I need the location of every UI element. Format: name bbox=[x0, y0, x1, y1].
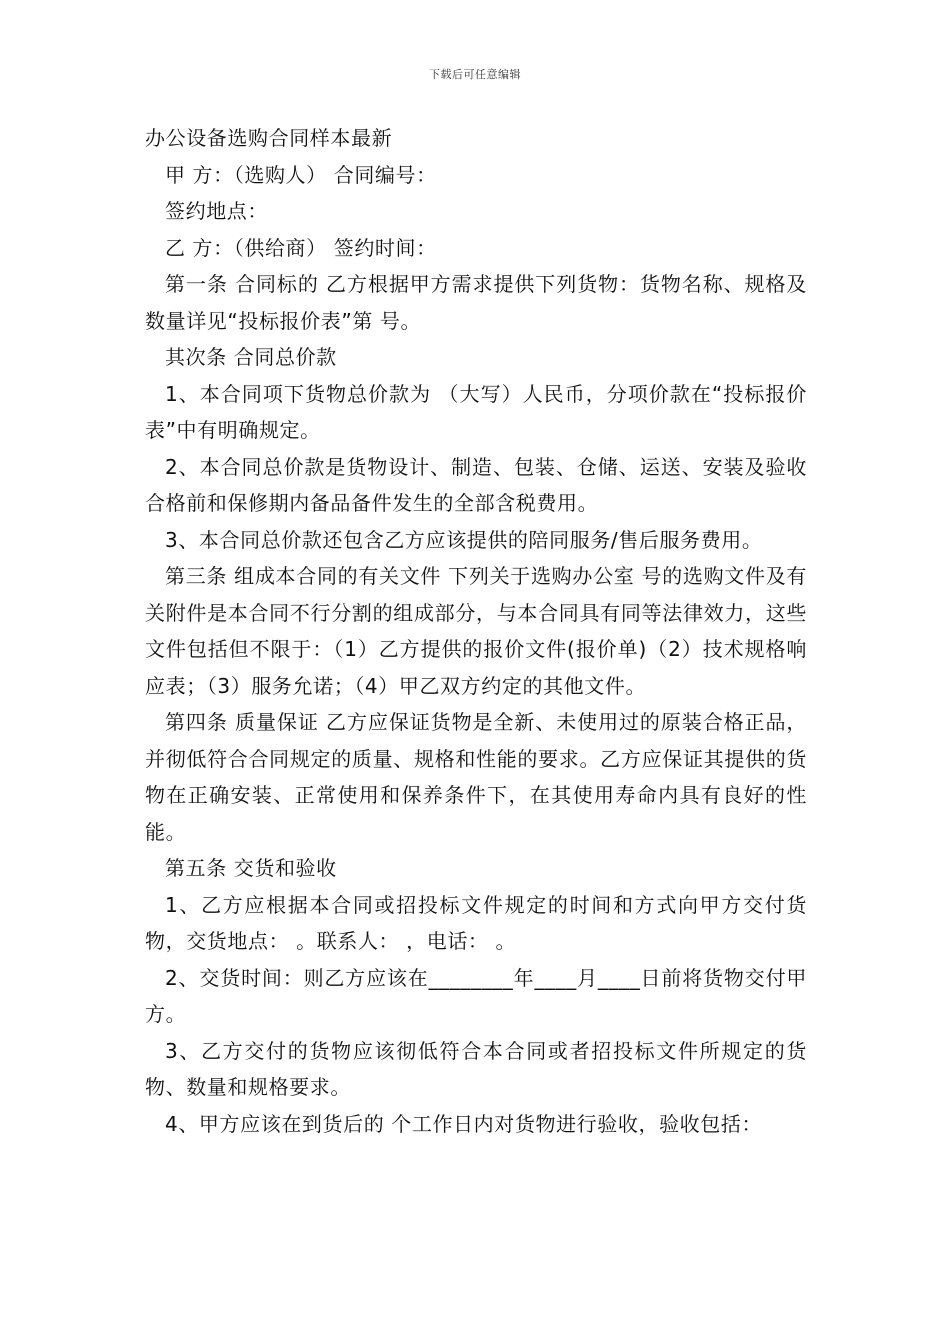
article-2-item-2: 2、本合同总价款是货物设计、制造、包装、仓储、运送、安装及验收合格前和保修期内备品备件发生的全部含税费用。 bbox=[145, 454, 807, 515]
article-2-item-1: 1、本合同项下货物总价款为 （大写）人民币，分项价款在“投标报价表”中有明确规定。 bbox=[145, 381, 807, 442]
article-5-item-3: 3、乙方交付的货物应该彻低符合本合同或者招投标文件所规定的货物、数量和规格要求。 bbox=[145, 1038, 807, 1099]
article-4: 第四条 质量保证 乙方应保证货物是全新、未使用过的原装合格正品，并彻低符合合同规定的质量、规格和性能的要求。乙方应保证其提供的货物在正确安装、正常使用和保养条件下，在其使用寿命内具有良好的性能。 bbox=[145, 710, 807, 844]
article-1: 第一条 合同标的 乙方根据甲方需求提供下列货物：货物名称、规格及数量详见“投标报价表”第 号。 bbox=[145, 272, 807, 333]
party-b-line: 乙 方：（供给商） 签约时间： bbox=[165, 235, 437, 260]
article-3: 第三条 组成本合同的有关文件 下列关于选购办公室 号的选购文件及有关附件是本合同不行分割的组成部分，与本合同具有同等法律效力，这些文件包括但不限于：（1）乙方提供的报价文件(报价单)（2）技术规格响应表；（3）服务允诺；（4）甲乙双方约定的其他文件。 bbox=[145, 564, 807, 698]
party-a-line: 甲 方：（选购人） 合同编号： bbox=[165, 162, 437, 187]
article-2-item-3: 3、本合同总价款还包含乙方应该提供的陪同服务/售后服务费用。 bbox=[165, 527, 763, 552]
page-header-note: 下载后可任意编辑 bbox=[429, 68, 521, 81]
article-5-item-1: 1、乙方应根据本合同或招投标文件规定的时间和方式向甲方交付货物，交货地点： 。联系人： ，电话： 。 bbox=[145, 892, 807, 953]
document-title: 办公设备选购合同样本最新 bbox=[145, 126, 393, 150]
article-5-item-4: 4、甲方应该在到货后的 个工作日内对货物进行验收，验收包括： bbox=[165, 1111, 763, 1136]
article-5-heading: 第五条 交货和验收 bbox=[165, 856, 337, 880]
article-2-heading: 其次条 合同总价款 bbox=[165, 345, 337, 369]
signing-place-line: 签约地点： bbox=[165, 199, 268, 223]
document-body bbox=[145, 120, 807, 1142]
article-5-item-2: 2、交货时间：则乙方应该在________年____月____日前将货物交付甲方。 bbox=[145, 965, 807, 1026]
